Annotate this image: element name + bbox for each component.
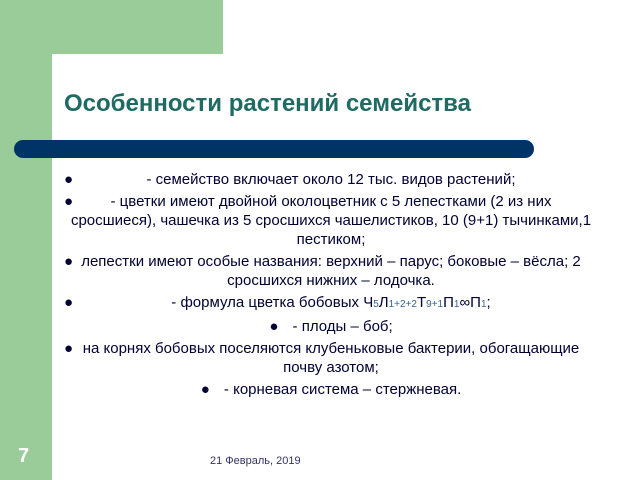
bullet-text: - цветки имеют двойной околоцветник с 5 лепестками (2 из них сросшиеся), чашечка из 5 сросшихся чашелистиков, 10 (9+1) тычинками,1 пестиком; (70, 193, 592, 248)
bullet-text: - корневая система – стержневая. (223, 381, 462, 398)
bullet-item (66, 252, 596, 290)
bullet-icon: ● (64, 193, 74, 210)
decorative-green-sidebar (0, 0, 52, 480)
bullet-icon: ● (64, 253, 74, 270)
formula-prefix: - формула цветка бобовых (171, 294, 364, 311)
bullet-icon: ● (64, 340, 74, 357)
bullet-icon: ● (269, 318, 279, 335)
formula-part-sub: 1 (480, 299, 487, 310)
slide-title: Особенности растений семейства (64, 90, 471, 117)
formula-part-sub: 5 (373, 299, 379, 310)
formula-part-sub: 9+1 (426, 299, 444, 310)
bullet-icon: ● (64, 294, 74, 311)
formula-part-main: П (443, 294, 454, 311)
formula-part-sub: 1 (453, 299, 460, 310)
bullet-text: - семейство включает около 12 тыс. видов растений; (146, 171, 516, 188)
bullet-item-formula (66, 293, 596, 314)
bullet-item (66, 317, 596, 336)
decorative-green-header-block (52, 0, 223, 54)
bullet-item (66, 170, 596, 189)
formula-text (171, 294, 490, 311)
bullet-icon: ● (64, 171, 74, 188)
bullet-list (66, 170, 596, 402)
bullet-text: лепестки имеют особые названия: верхний – парус; боковые – вёсла; 2 сросшихся нижних – лодочка. (81, 253, 581, 289)
title-underline-bar (14, 140, 534, 158)
formula-part-main: ∞П (459, 294, 481, 311)
slide-date: 21 Февраль, 2019 (210, 455, 301, 467)
bullet-icon: ● (200, 381, 210, 398)
formula-part-main: Л (378, 294, 389, 311)
bullet-text: на корнях бобовых поселяются клубеньковые бактерии, обогащающие почву азотом; (82, 340, 580, 376)
decorative-rounded-corner (52, 54, 92, 94)
formula-suffix: ; (486, 294, 491, 311)
bullet-item (66, 380, 596, 399)
formula-part-sub: 1+2+2 (388, 299, 417, 310)
bullet-text: - плоды – боб; (292, 318, 393, 335)
slide-number: 7 (18, 445, 30, 467)
formula-part-main: Ч (363, 294, 374, 311)
formula-part-main: Т (416, 294, 427, 311)
bullet-item (66, 339, 596, 377)
bullet-item (66, 192, 596, 249)
